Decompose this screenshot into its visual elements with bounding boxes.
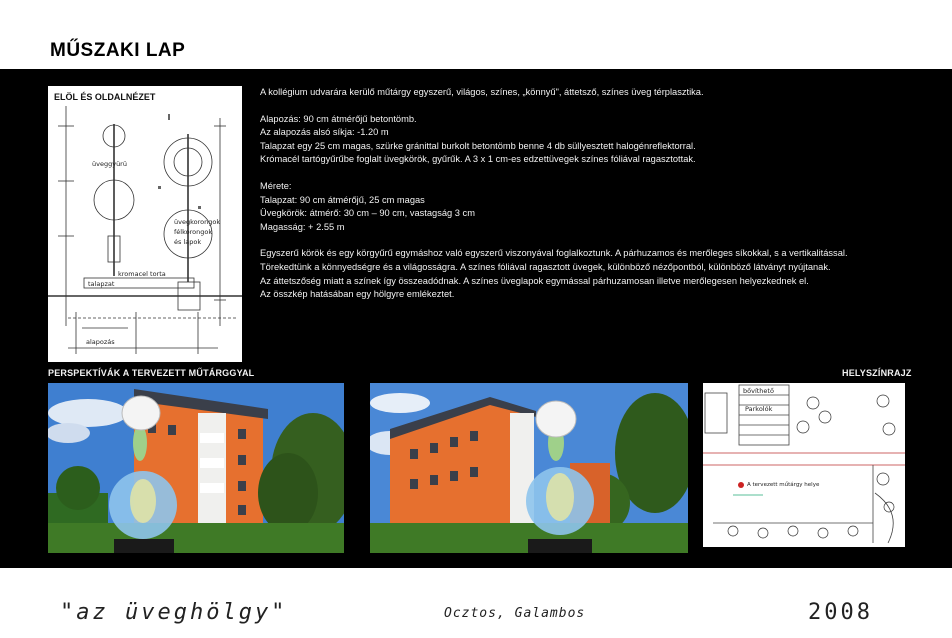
perspective-photo-1 — [48, 383, 344, 553]
caption-perspectives: PERSPEKTÍVÁK A TERVEZETT MŰTÁRGGYAL — [48, 368, 255, 378]
description-line: Talapzat: 90 cm átmérőjű, 25 cm magas — [260, 194, 425, 205]
description-block — [260, 86, 930, 302]
site-plan-drawing — [703, 383, 905, 547]
description-intro: A kollégium udvarára kerülő műtárgy egyszerű, világos, színes, „könnyű", áttetsző, színes üveg térplasztika. — [260, 87, 704, 97]
description-line: Magasság: + 2.55 m — [260, 221, 345, 232]
site-plan — [703, 383, 905, 547]
label-kromacel-torta: kromacel torta — [118, 270, 166, 278]
description-line: Üvegkörök: átmérő: 30 cm – 90 cm, vastagság 3 cm — [260, 208, 475, 219]
description-line: Alapozás: 90 cm átmérőjű betontömb. — [260, 113, 417, 124]
label-es-lapok: és lapok — [174, 238, 202, 246]
perspective-photo-2 — [370, 383, 688, 553]
description-line: Talapzat egy 25 cm magas, szürke gránittal burkolt betontömb benne 4 db süllyesztett halogénreflektorral. — [260, 140, 696, 151]
label-talapzat: talapzat — [88, 280, 115, 288]
description-line: Mérete: — [260, 180, 292, 191]
label-alapozas: alapozás — [86, 338, 115, 346]
description-line: Egyszerű körök és egy körgyűrű egymáshoz való egyszerű viszonyával foglalkoztunk. A párhuzamos és merőleges síkokkal, s a vertikalitással. — [260, 248, 848, 259]
description-line: Az áttetszőség miatt a színek így összeadódnak. A színes üveglapok egymással párhuzamosan illetve merőlegesen helyezkednek el. — [260, 275, 809, 286]
label-felkorongok: félkorongok — [174, 228, 213, 236]
elevation-title: ELÖL ÉS OLDALNÉZET — [54, 92, 156, 102]
page-title: MŰSZAKI LAP — [50, 40, 186, 61]
label-uveggyuru: üveggyürü — [92, 160, 127, 168]
perspective-render-1 — [48, 383, 344, 553]
description-line: Az alapozás alsó síkja: -1.20 m — [260, 127, 389, 138]
site-label-parking: bővíthető — [743, 387, 774, 395]
footer-authors: Ocztos, Galambos — [444, 606, 586, 621]
site-label-object: A tervezett műtárgy helye — [747, 482, 820, 488]
footer-year: 2008 — [808, 600, 873, 625]
description-line: Krómacél tartógyűrűbe foglalt üvegkörök, gyűrűk. A 3 x 1 cm-es edzettüvegek színes fóliával ragasztottak. — [260, 154, 696, 165]
perspective-render-2 — [370, 383, 688, 553]
site-label-spots: Parkolók — [745, 405, 773, 413]
description-line: Törekedtünk a könnyedségre és a világosságra. A színes fóliával ragasztott üvegek, különböző nézőpontból, különböző látványt nyújtanak. — [260, 261, 831, 272]
footer-title: "az üveghölgy" — [60, 600, 288, 625]
elevation-drawing — [48, 86, 242, 362]
label-uvegkorongok: üvegkorongok — [174, 218, 221, 226]
caption-site-plan: HELYSZÍNRAJZ — [842, 368, 912, 378]
description-line: Az összkép hatásában egy hölgyre emlékeztet. — [260, 289, 455, 300]
